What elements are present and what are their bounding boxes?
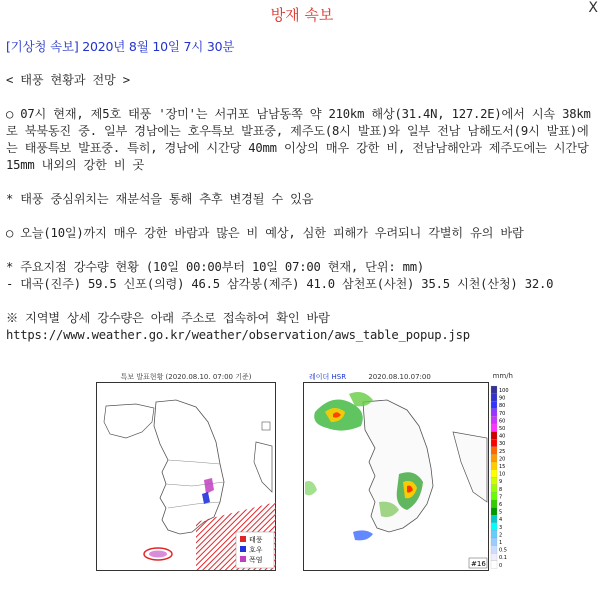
radar-scale-swatch [491, 447, 497, 455]
radar-scale-label: 9 [499, 479, 503, 486]
radar-scale-swatch [491, 409, 497, 417]
warning-map-title: 특보 발표현황 (2020.08.10. 07:00 기준) [120, 373, 252, 381]
radar-scale-label: 2 [499, 532, 503, 539]
legend-rain-label: 호우 [249, 546, 263, 554]
radar-scale-swatch [491, 462, 497, 470]
radar-color-scale [491, 386, 509, 569]
radar-map-time: 2020.08.10.07:00 [368, 373, 431, 381]
radar-unit: mm/h [492, 372, 513, 380]
legend-typhoon-swatch [240, 536, 246, 542]
radar-scale-swatch [491, 492, 497, 500]
radar-scale-swatch [491, 386, 497, 394]
radar-scale-swatch [491, 553, 497, 561]
radar-scale-swatch [491, 523, 497, 531]
radar-scale-label: 8 [499, 486, 503, 493]
radar-map [303, 372, 515, 572]
radar-scale-swatch [491, 439, 497, 447]
radar-scale-swatch [491, 515, 497, 523]
radar-scale-label: 80 [499, 403, 506, 410]
position-note: * 태풍 중심위치는 재분석을 통해 추후 변경될 수 있음 [6, 192, 314, 206]
weather-maps [96, 372, 516, 572]
radar-scale-label: 0.5 [499, 547, 507, 554]
radar-scale-swatch [491, 500, 497, 508]
radar-scale-swatch [491, 530, 497, 538]
radar-scale-label: 30 [499, 441, 506, 448]
rainfall-title: * 주요지점 강수량 현황 (10일 00:00부터 10일 07:00 현재, 단위: mm) [6, 260, 425, 274]
radar-scale-swatch [491, 470, 497, 478]
aws-link[interactable]: https://www.weather.go.kr/weather/observation/aws_table_popup.jsp [6, 328, 470, 342]
radar-scale-label: 25 [499, 448, 506, 455]
radar-scale-label: 6 [499, 502, 503, 508]
radar-scale-swatch [491, 401, 497, 409]
radar-scale-swatch [491, 485, 497, 493]
legend-typhoon-label: 태풍 [249, 536, 263, 544]
radar-scale-label: 40 [499, 433, 506, 440]
radar-scale-label: 1 [499, 540, 503, 546]
radar-scale-label: 3 [499, 524, 503, 531]
radar-scale-swatch [491, 538, 497, 546]
radar-scale-label: 0 [499, 562, 503, 569]
radar-scale-swatch [491, 416, 497, 424]
radar-scale-swatch [491, 454, 497, 462]
radar-scale-swatch [491, 546, 497, 554]
radar-scale-swatch [491, 477, 497, 485]
radar-scale-label: 0.1 [499, 555, 507, 562]
radar-scale-label: 60 [499, 418, 506, 425]
radar-scale-label: 100 [499, 388, 509, 394]
radar-scale-swatch [491, 394, 497, 402]
radar-scale-swatch [491, 561, 497, 569]
legend-heat-label: 폭염 [249, 556, 263, 564]
bulletin-body [6, 38, 600, 344]
section-title: < 태풍 현황과 전망 > [6, 73, 130, 87]
warning-map [96, 372, 276, 572]
legend-heat-swatch [240, 556, 246, 562]
legend-rain-swatch [240, 546, 246, 552]
radar-scale-label: 50 [499, 426, 506, 432]
ulleung-island-box [262, 422, 270, 430]
radar-scale-label: 7 [499, 494, 503, 501]
radar-scale-label: 20 [499, 456, 506, 463]
radar-scale-label: 4 [499, 517, 503, 524]
radar-scale-swatch [491, 508, 497, 516]
typhoon-status-paragraph: ○ 07시 현재, 제5호 태풍 '장미'는 서귀포 남남동쪽 약 210km 해상(31.4N, 127.2E)에서 시속 38km로 북북동진 중. 일부 경남에는 호우특보 발표중, 제주도(8시 발표)와 일부 전남 남해도서(9시 발표)에는 태풍특보 발표중. 특히, 경남에 시간당 40mm 이상의 매우 강한 비, 전남남해안과 제주도에는 시간당 15mm 내외의 강한 비 곳 [6, 107, 596, 172]
radar-scale-swatch [491, 432, 497, 440]
radar-map-title: 레이더 HSR [309, 373, 347, 381]
radar-map-header [303, 372, 515, 382]
close-button[interactable]: X [588, 0, 598, 16]
radar-scale-swatch [491, 424, 497, 432]
forecast-paragraph: ○ 오늘(10일)까지 매우 강한 바람과 많은 비 예상, 심한 피해가 우려되니 각별히 유의 바람 [6, 226, 524, 240]
jeju-island [149, 551, 167, 558]
radar-scale-label: 70 [499, 410, 506, 417]
radar-scale-label: 10 [499, 471, 506, 478]
window-title: 방재 속보 [270, 6, 334, 24]
warning-map-graphic [96, 382, 276, 572]
radar-scale-label: 15 [499, 464, 506, 470]
radar-scale-label: 5 [499, 509, 503, 516]
bulletin-headline: [기상청 속보] 2020년 8월 10일 7시 30분 [6, 39, 235, 54]
radar-map-graphic [303, 382, 515, 572]
link-note: ※ 지역별 상세 강수량은 아래 주소로 접속하여 확인 바람 [6, 311, 330, 325]
radar-badge: #16 [471, 560, 486, 568]
radar-scale-label: 90 [499, 395, 506, 402]
rainfall-values: - 대곡(진주) 59.5 신포(의령) 46.5 삼각봉(제주) 41.0 삼천포(사천) 35.5 시천(산청) 32.0 [6, 277, 554, 291]
